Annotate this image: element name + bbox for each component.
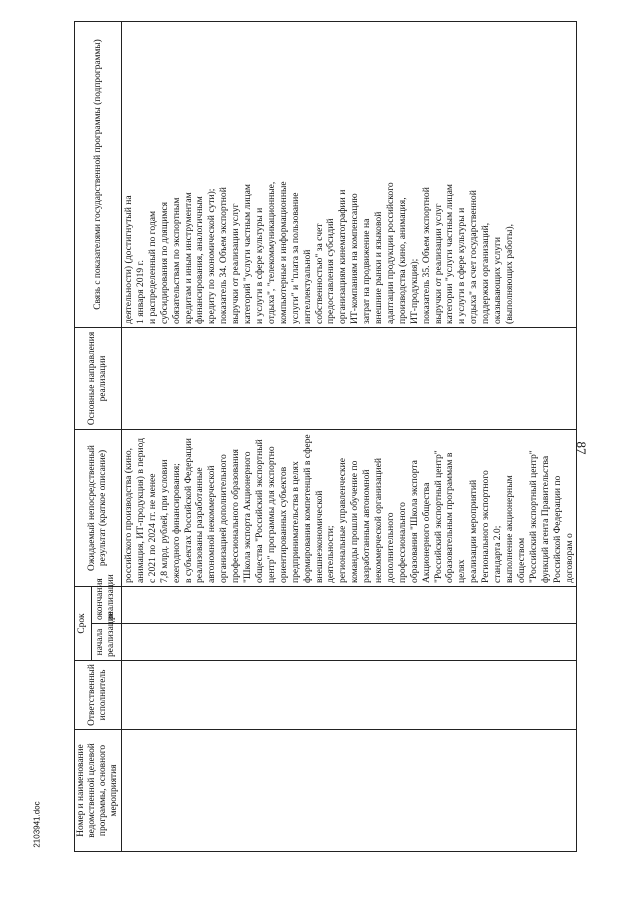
- cell-term-end: [122, 587, 577, 624]
- program-table: [74, 21, 577, 852]
- page-number: 87: [574, 441, 589, 455]
- rotated-table-sheet: [74, 22, 575, 852]
- cell-responsible: [122, 661, 577, 730]
- header-responsible: Ответственный исполнитель: [75, 661, 122, 730]
- cell-main-directions: [122, 328, 577, 430]
- header-main-directions: Основные направления реализации: [75, 328, 122, 430]
- table-header-row: [75, 22, 92, 852]
- file-label: 2103941.doc: [32, 801, 42, 848]
- cell-indicators-link: деятельности) (достигнутый на 1 января 2019 г. и распределенный по годам субсидирования по длящимся обязательствам по экспортным кредитам и иным инструментам финансирования, аналогичным кредиту по экономической сути); показатель 34. Объем экспортной выручки от реализации услуг категорий "услуги частным лицам и услуги в сфере культуры и отдыха", "телекоммуникационные, компьютерные и информационные услуги" и "плата за пользование интеллектуальной собственностью" за счет предоставления субсидий организациям кинематографии и ИТ-компаниям на компенсацию затрат на продвижение на внешние рынки и языковой адаптации продукции российского производства (кино, анимация, ИТ-продукция); показатель 35. Объем экспортной выручки от реализации услуг категории "услуги частным лицам и услуги в сфере культуры и отдыха" за счет государственной поддержки организаций, оказывающих услуги (выполняющих работы),: [122, 22, 577, 328]
- cell-term-start: [122, 624, 577, 661]
- header-indicators-link: Связь с показателями государственной программы (подпрограммы): [75, 22, 122, 328]
- header-expected-result: Ожидаемый непосредственный результат (краткое описание): [75, 430, 122, 587]
- header-number-name: Номер и наименование ведомственной целевой программы, основного мероприятия: [75, 730, 122, 852]
- cell-expected-result: российского производства (кино, анимация, ИТ-продукция) в период с 2021 по 2024 гг. не менее 7,8 млрд. рублей, при условии ежегодного финансирования; в субъектах Российской Федерации реализованы разработанные автономной некоммерческой организацией дополнительного профессионального образования "Школа экспорта Акционерного общества "Российский экспортный центр" программы для экспортно ориентированных субъектов предпринимательства в целях формирования компетенций в сфере внешнеэкономической деятельности; региональные управленческие команды прошли обучение по разработанным автономной некоммерческой организацией дополнительного профессионального образования "Школа экспорта Акционерного общества "Российский экспортный центр" образовательным программам в целях реализации мероприятий Регионального экспортного стандарта 2.0; выполнение акционерным обществом "Российский экспортный центр" функций агента Правительства Российской Федерации по договорам о: [122, 430, 577, 587]
- header-term: Срок: [75, 587, 92, 661]
- cell-number-name: [122, 730, 577, 852]
- table-row: [122, 22, 577, 852]
- header-term-end: окончания реализации: [91, 587, 121, 624]
- header-term-start: начала реализации: [91, 624, 121, 661]
